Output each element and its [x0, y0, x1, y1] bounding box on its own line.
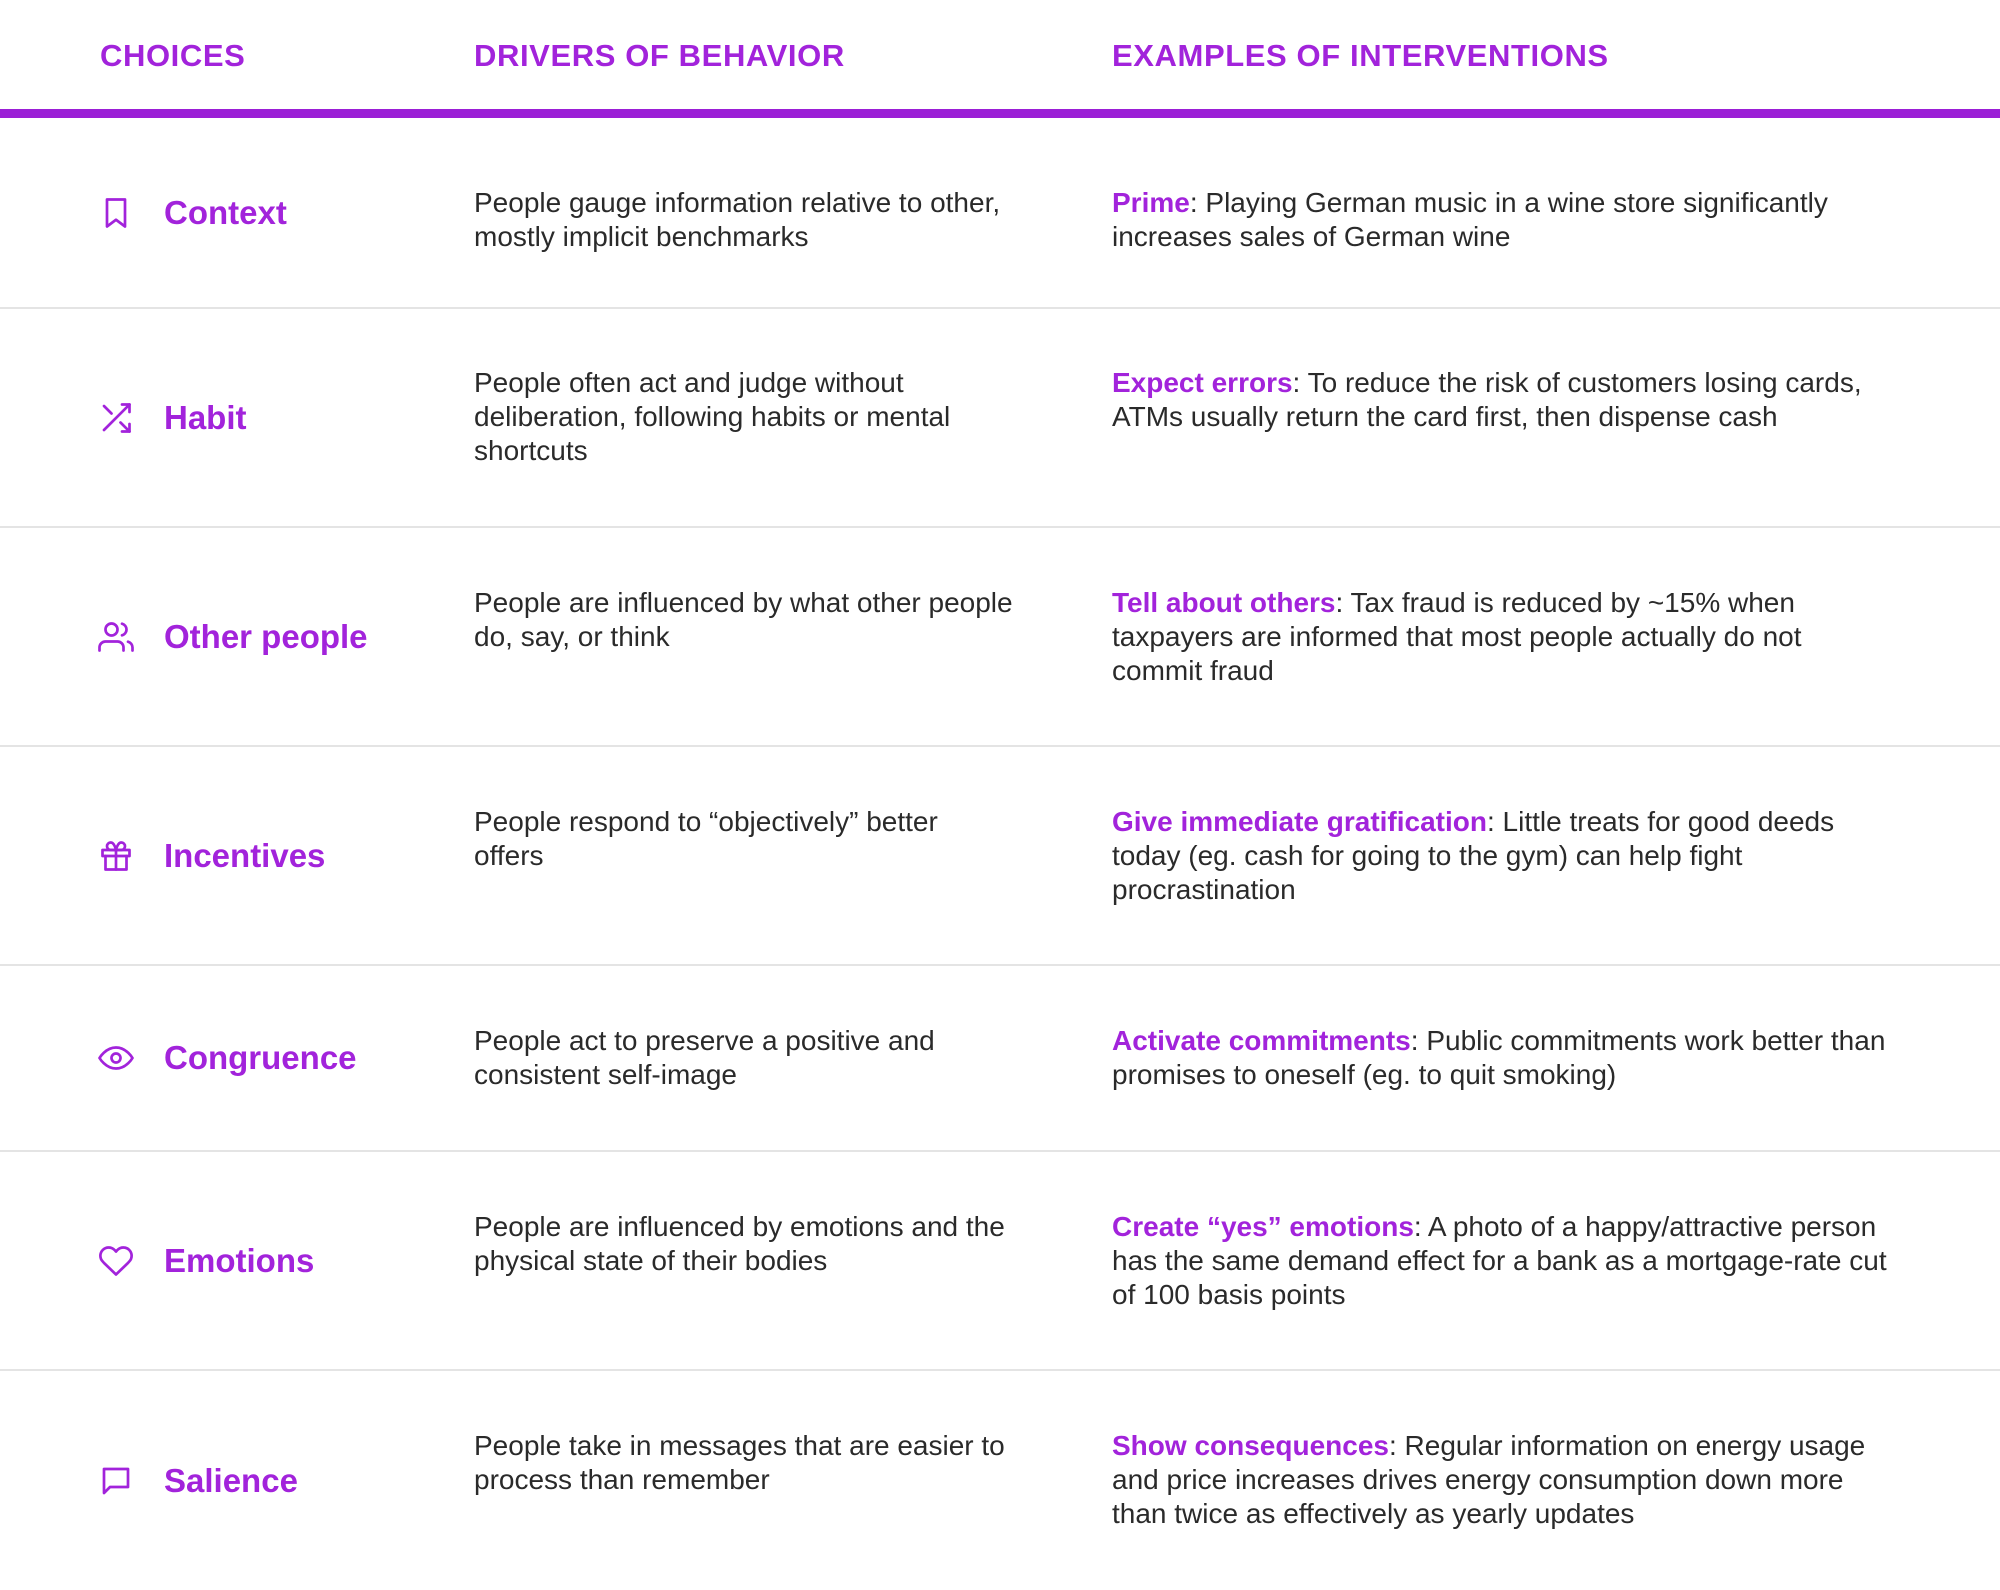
- table-row: [0, 118, 2000, 309]
- example-body: : Playing German music in a wine store significantly increases sales of German wine: [1112, 187, 1828, 252]
- choice-cell: [98, 966, 357, 1150]
- table-body: [0, 118, 2000, 1590]
- choice-cell: [98, 747, 325, 964]
- example-body: : Regular information on energy usage and price increases drives energy consumption down more than twice as effectively as yearly updates: [1112, 1430, 1866, 1529]
- example-title: Expect errors: [1112, 367, 1293, 398]
- choice-label: Salience: [164, 1461, 298, 1499]
- choice-cell: [98, 118, 287, 307]
- example-text: [1112, 1024, 1892, 1092]
- example-text: [1112, 186, 1892, 254]
- heart-icon: [98, 1243, 134, 1279]
- example-text: [1112, 1429, 1892, 1531]
- choice-label: Incentives: [164, 836, 326, 874]
- table-row: [0, 747, 2000, 966]
- example-body: : Tax fraud is reduced by ~15% when taxpayers are informed that most people actually do not commit fraud: [1112, 587, 1802, 686]
- gift-icon: [98, 838, 134, 874]
- driver-text: People respond to “objectively” better offers: [474, 806, 938, 871]
- table-row: [0, 309, 2000, 528]
- choice-cell: [98, 1371, 298, 1590]
- choice-cell: [98, 1152, 314, 1369]
- driver-text: People take in messages that are easier to process than remember: [474, 1430, 1005, 1495]
- example-title: Prime: [1112, 187, 1190, 218]
- eye-icon: [98, 1040, 134, 1076]
- choice-label: Context: [164, 193, 287, 231]
- table-row: [0, 1152, 2000, 1371]
- example-title: Tell about others: [1112, 587, 1336, 618]
- example-text: [1112, 1210, 1892, 1312]
- example-title: Show consequences: [1112, 1430, 1389, 1461]
- example-body: : To reduce the risk of customers losing cards, ATMs usually return the card first, then dispense cash: [1112, 367, 1862, 432]
- example-text: [1112, 805, 1892, 907]
- driver-text: People are influenced by what other people do, say, or think: [474, 587, 1013, 652]
- driver-text: People are influenced by emotions and the physical state of their bodies: [474, 1211, 1005, 1276]
- driver-text: People often act and judge without deliberation, following habits or mental shortcuts: [474, 367, 951, 466]
- example-title: Give immediate gratification: [1112, 806, 1487, 837]
- driver-text: People gauge information relative to other, mostly implicit benchmarks: [474, 187, 1001, 252]
- header-choices: CHOICES: [100, 38, 246, 73]
- example-title: Create “yes” emotions: [1112, 1211, 1414, 1242]
- example-body: : Little treats for good deeds today (eg. cash for going to the gym) can help fight procrastination: [1112, 806, 1835, 905]
- example-text: [1112, 586, 1892, 688]
- driver-text: People act to preserve a positive and consistent self-image: [474, 1025, 935, 1090]
- table-row: [0, 528, 2000, 747]
- header-examples: EXAMPLES OF INTERVENTIONS: [1112, 38, 1609, 73]
- table-row: [0, 966, 2000, 1152]
- choice-label: Habit: [164, 398, 247, 436]
- table-row: [0, 1371, 2000, 1590]
- header-drivers: DRIVERS OF BEHAVIOR: [474, 38, 845, 73]
- message-icon: [98, 1463, 134, 1499]
- example-text: [1112, 366, 1892, 434]
- choice-cell: [98, 309, 247, 526]
- example-title: Activate commitments: [1112, 1025, 1411, 1056]
- choice-label: Congruence: [164, 1039, 357, 1076]
- choice-label: Emotions: [164, 1241, 315, 1279]
- users-icon: [98, 619, 134, 655]
- example-body: : Public commitments work better than promises to oneself (eg. to quit smoking): [1112, 1025, 1886, 1090]
- shuffle-icon: [98, 400, 134, 436]
- choice-label: Other people: [164, 617, 368, 655]
- choice-cell: [98, 528, 368, 745]
- example-body: : A photo of a happy/attractive person has the same demand effect for a bank as a mortgage-rate cut of 100 basis points: [1112, 1211, 1887, 1310]
- bookmark-icon: [98, 195, 134, 231]
- table-header: [0, 0, 2000, 118]
